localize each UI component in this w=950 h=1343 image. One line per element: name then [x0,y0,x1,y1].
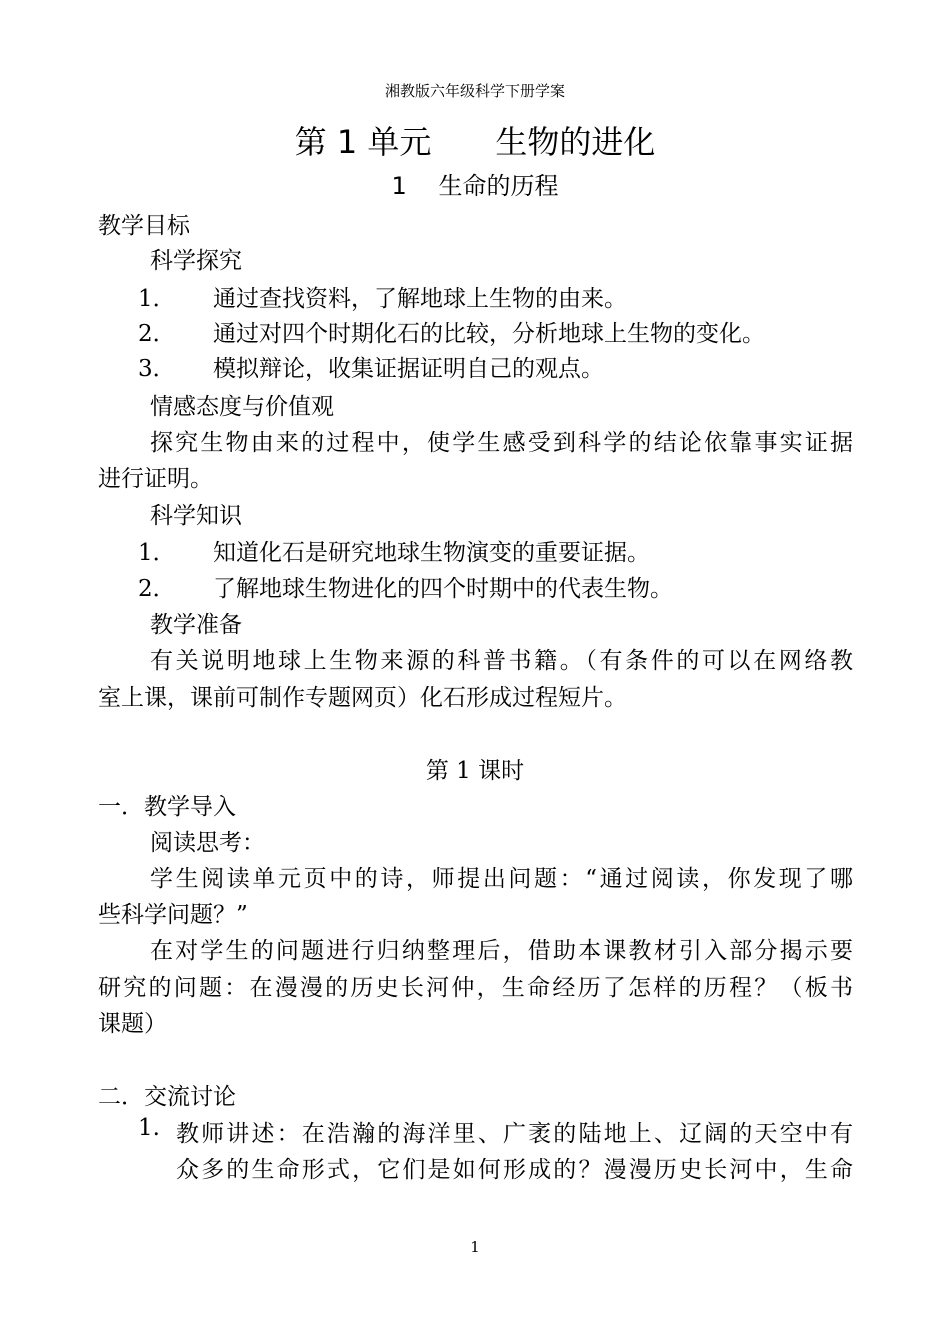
section-heading-intro: 一．教学导入 [98,794,236,820]
item-number: 2． [138,321,176,347]
item-text: 模拟辩论，收集证据证明自己的观点。 [213,356,604,382]
attitude-text: 探究生物由来的过程中，使学生感受到科学的结论依靠事实证据 [150,430,853,456]
objectives-heading: 教学目标 [98,213,190,239]
inquiry-item [138,350,604,383]
attitude-label: 情感态度与价值观 [150,394,334,420]
session-title: 第 1 课时 [425,758,525,784]
item-text: 通过查找资料，了解地球上生物的由来。 [213,286,627,312]
unit-title: 第 1 单元 生物的进化 [294,123,656,161]
intro-paragraph: 课题） [98,1011,167,1037]
attitude-text: 进行证明。 [98,466,213,492]
inquiry-item [138,280,627,313]
page-header: 湘教版六年级科学下册学案 [384,82,565,100]
intro-paragraph: 学生阅读单元页中的诗，师提出问题：“通过阅读，你发现了哪 [150,866,853,892]
intro-subheading: 阅读思考： [150,830,265,856]
lesson-title: 1 生命的历程 [391,172,559,200]
intro-paragraph: 研究的问题：在漫漫的历史长河仲，生命经历了怎样的历程？（板书 [98,975,853,1001]
intro-paragraph: 在对学生的问题进行归纳整理后，借助本课教材引入部分揭示要 [150,938,853,964]
item-number: 3． [138,356,176,382]
preparation-label: 教学准备 [150,612,242,638]
discussion-item-text: 教师讲述：在浩瀚的海洋里、广袤的陆地上、辽阔的天空中有 [176,1121,853,1147]
item-number: 2． [138,576,176,602]
inquiry-label: 科学探究 [150,248,242,274]
discussion-item-text: 众多的生命形式，它们是如何形成的？漫漫历史长河中，生命 [176,1157,853,1183]
knowledge-label: 科学知识 [150,503,242,529]
preparation-text: 室上课，课前可制作专题网页）化石形成过程短片。 [98,685,627,711]
item-number: 1． [138,540,176,566]
knowledge-item [138,534,650,567]
page-number: 1 [470,1238,480,1256]
inquiry-item [138,315,765,348]
item-text: 通过对四个时期化石的比较，分析地球上生物的变化。 [213,321,765,347]
preparation-text: 有关说明地球上生物来源的科普书籍。（有条件的可以在网络教 [150,648,853,674]
knowledge-item [138,570,673,603]
intro-paragraph: 些科学问题？” [98,902,248,928]
item-number: 1． [138,286,176,312]
discussion-item-number: 1. [138,1115,160,1141]
section-heading-discussion: 二．交流讨论 [98,1084,236,1110]
item-text: 了解地球生物进化的四个时期中的代表生物。 [213,576,673,602]
item-text: 知道化石是研究地球生物演变的重要证据。 [213,540,650,566]
